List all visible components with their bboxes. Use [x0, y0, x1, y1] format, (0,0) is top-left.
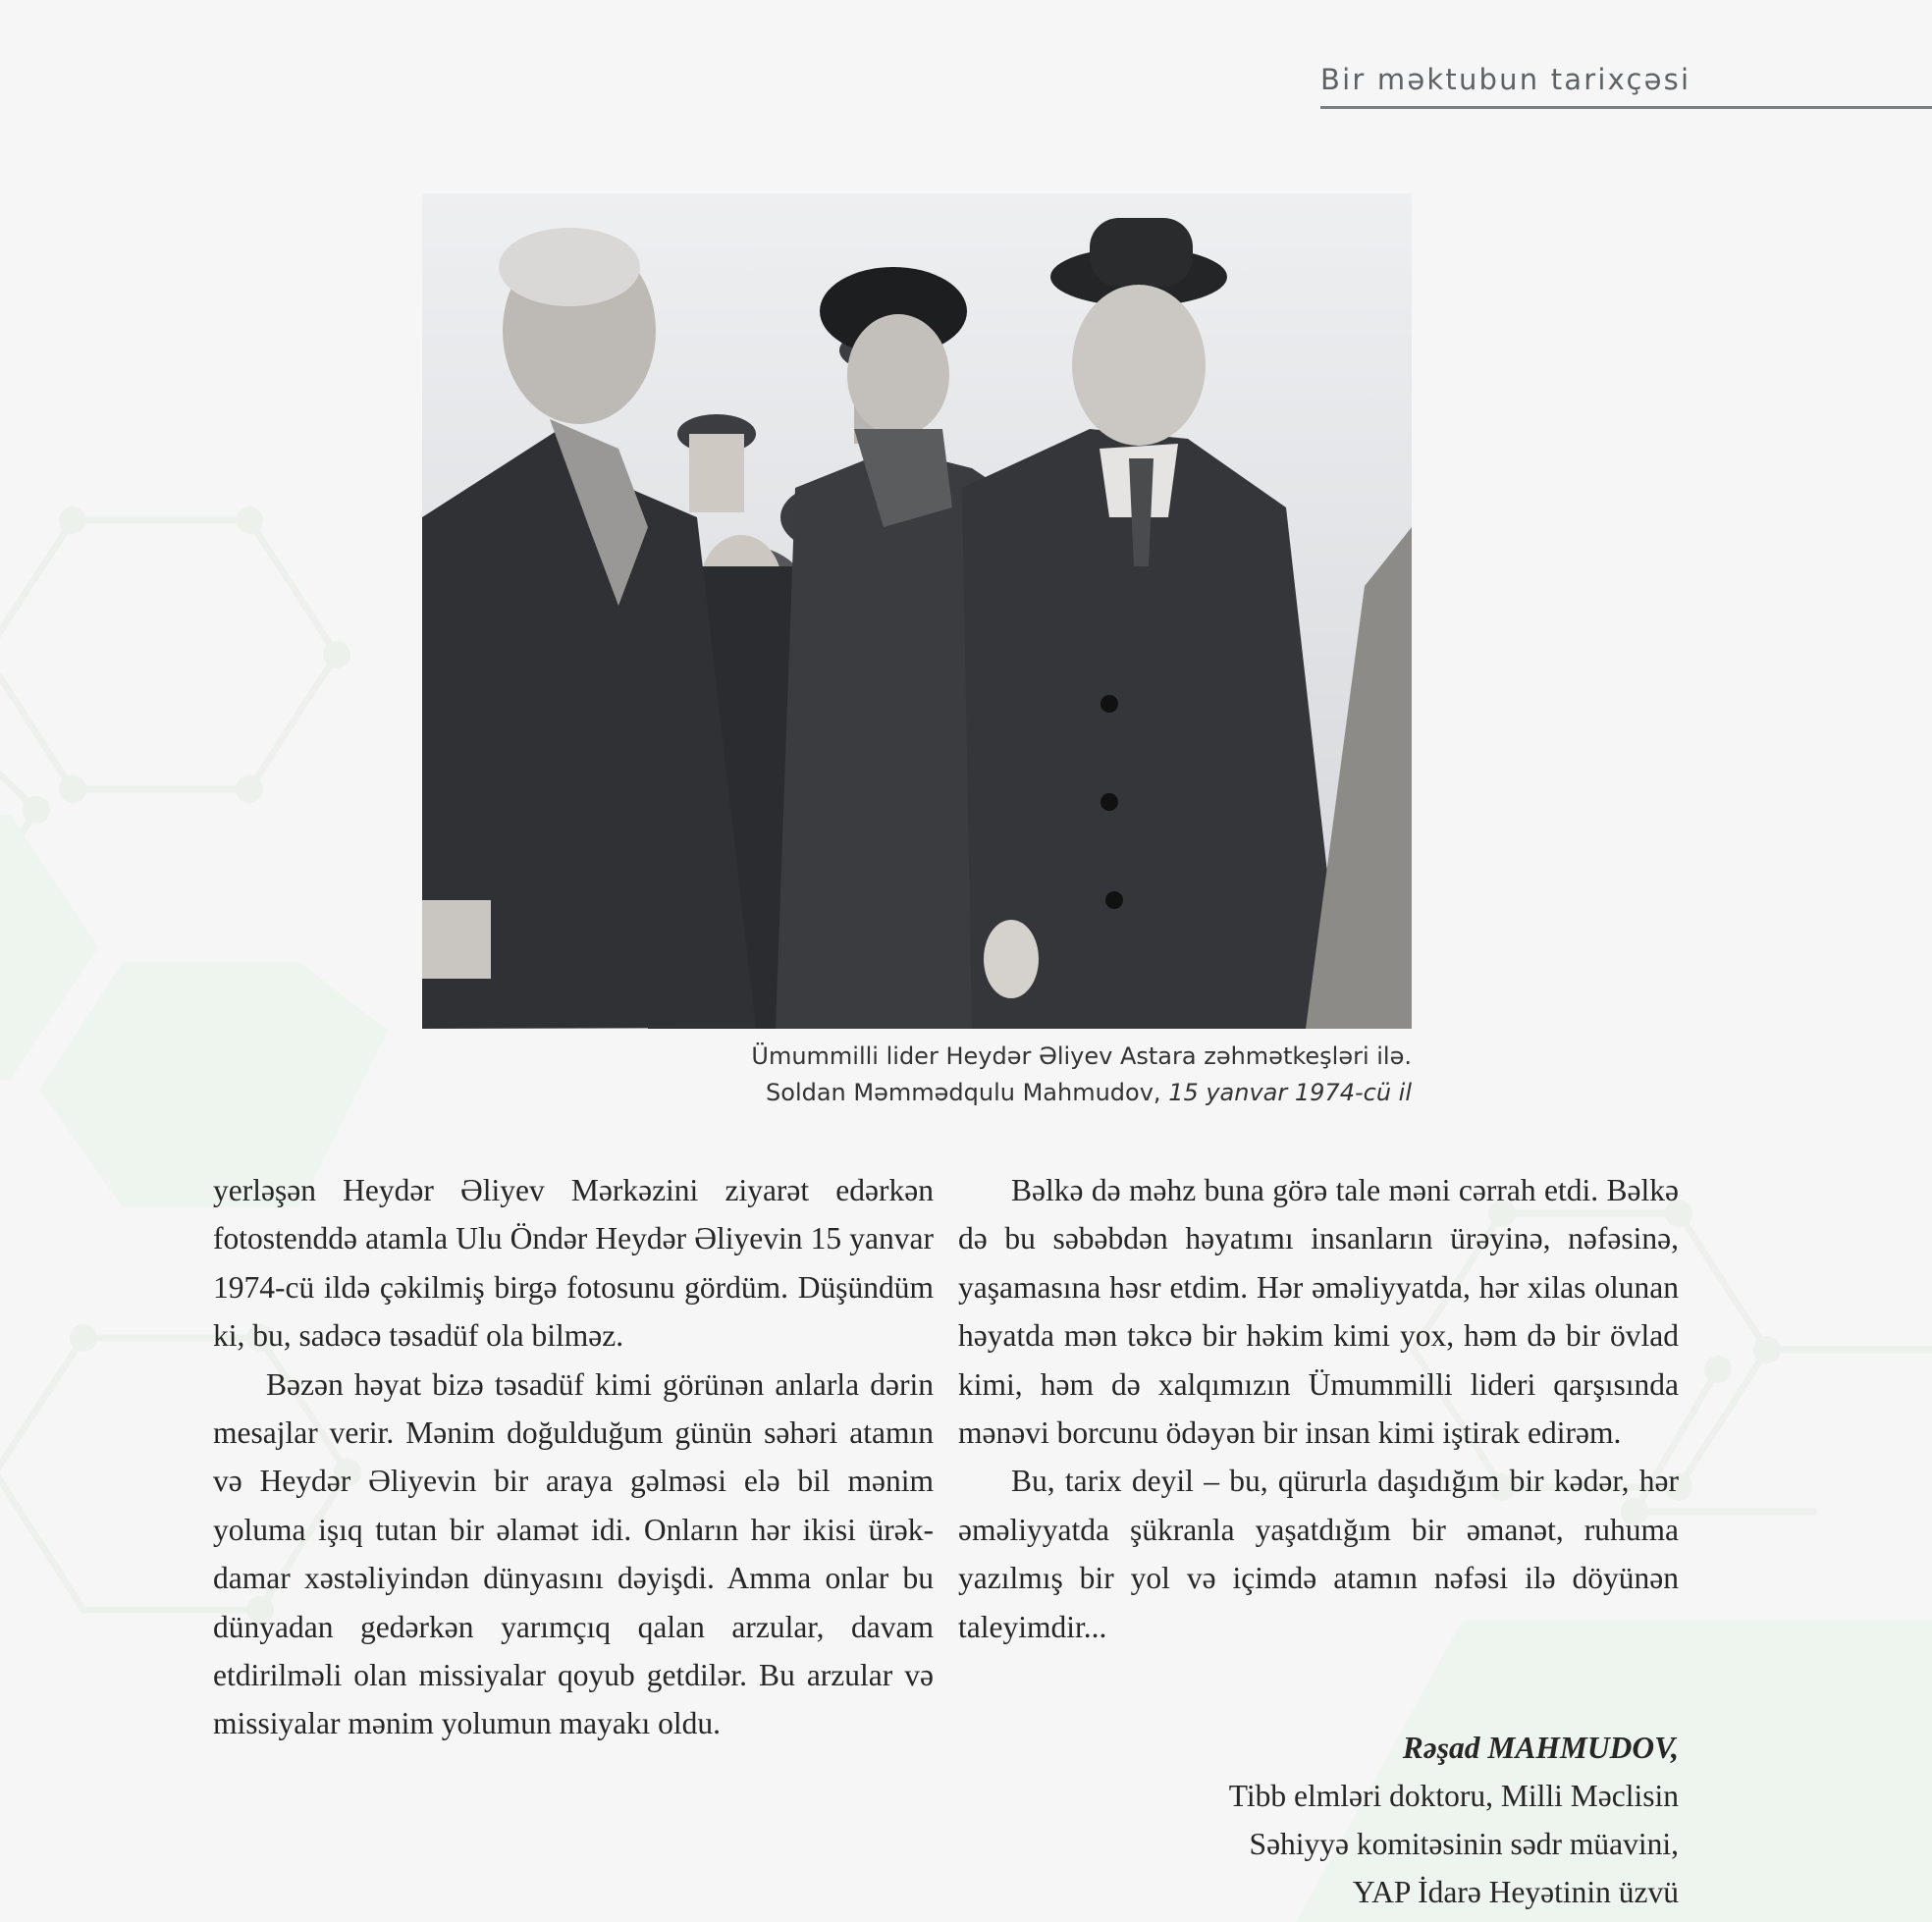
author-title-line: Səhiyyə komitəsinin sədr müavini,	[1249, 1827, 1679, 1861]
caption-line-2-prefix: Soldan Məmmədqulu Mahmudov,	[766, 1079, 1161, 1106]
body-column-left	[213, 1166, 934, 1748]
paragraph: Bəlkə də məhz buna görə tale məni cərrah etdi. Bəlkə də bu səbəbdən həyatımı insanların ürəyinə, nəfəsinə, yaşamasına həsr etdim. Hər əməliyyatda, hər xilas olunan həyatda mən təkcə bir həkim kimi yox, həm də bir övlad kimi, həm də xalqımızın Ümummilli lideri qarşısında mənəvi borcunu ödəyən bir insan kimi iştirak edirəm.	[958, 1173, 1679, 1451]
author-signature	[1080, 1724, 1679, 1916]
body-column-right	[958, 1166, 1679, 1651]
running-header-title: Bir məktubun tarixçəsi	[1320, 63, 1691, 96]
caption-line-1: Ümummilli lider Heydər Əliyev Astara zəhmətkeşləri ilə.	[751, 1042, 1412, 1070]
photo-caption	[687, 1039, 1412, 1111]
header-rule	[1320, 106, 1932, 109]
author-name: Rəşad MAHMUDOV,	[1402, 1731, 1679, 1765]
paragraph: Bu, tarix deyil – bu, qürurla daşıdığım bir kədər, hər əməliyyatda şükranla yaşatdığım bir əmanət, ruhuma yazılmış bir yol və içimdə atamın nəfəsi ilə döyünən taleyimdir...	[958, 1464, 1679, 1644]
author-title-line: YAP İdarə Heyətinin üzvü	[1352, 1875, 1679, 1909]
caption-line-2	[687, 1075, 1412, 1111]
paragraph: Bəzən həyat bizə təsadüf kimi görünən anlarla dərin mesajlar verir. Mənim doğulduğum günün səhəri atamın və Heydər Əliyevin bir araya gəlməsi elə bil mənim yoluma işıq tutan bir əlamət idi. Onların hər ikisi ürək-damar xəstəliyindən dünyasını dəyişdi. Amma onlar bu dünyadan gedərkən yarımçıq qalan arzular, davam etdirilməli olan missiyalar qoyub getdilər. Bu arzular və missiyalar mənim yolumun mayakı oldu.	[213, 1366, 934, 1741]
caption-date: 15 yanvar 1974-cü il	[1168, 1079, 1412, 1106]
author-title-line: Tibb elmləri doktoru, Milli Məclisin	[1228, 1779, 1679, 1813]
historic-photo	[422, 193, 1412, 1029]
paragraph: yerləşən Heydər Əliyev Mərkəzini ziyarət edərkən fotostenddə atamla Ulu Öndər Heydər Əliyevin 15 yanvar 1974-cü ildə çəkilmiş birgə fotosunu gördüm. Düşündüm ki, bu, sadəcə təsadüf ola bilməz.	[213, 1173, 934, 1354]
